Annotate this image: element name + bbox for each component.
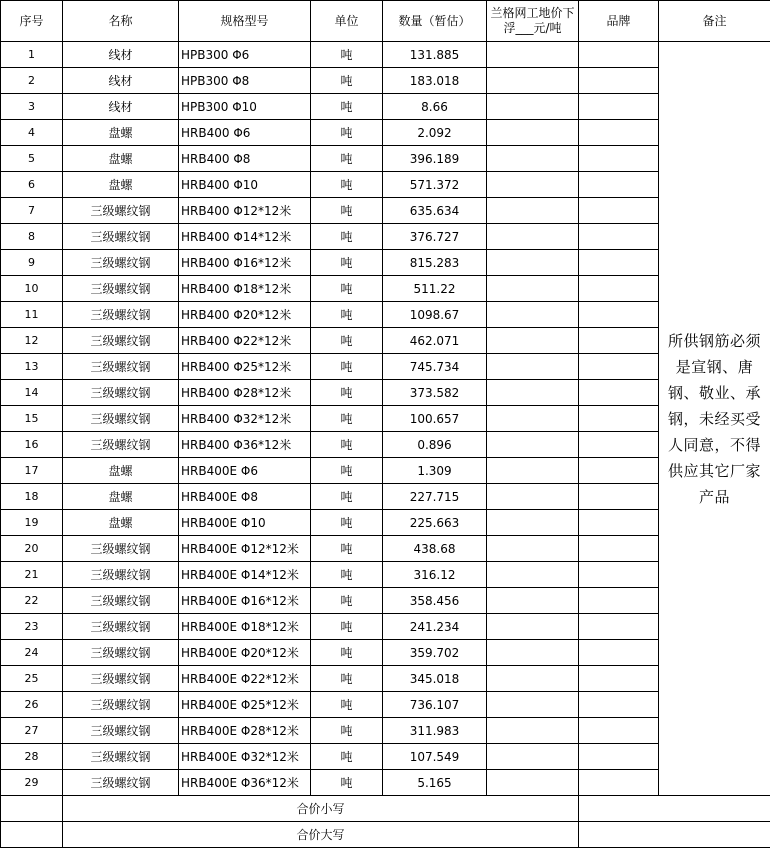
row-qty: 241.234 xyxy=(383,614,487,640)
row-index: 13 xyxy=(1,354,63,380)
row-index: 23 xyxy=(1,614,63,640)
total-upper-label: 合价大写 xyxy=(63,822,579,848)
row-qty: 8.66 xyxy=(383,94,487,120)
row-brand[interactable] xyxy=(579,224,659,250)
header-qty: 数量（暂估） xyxy=(383,1,487,42)
row-spec: HRB400 Φ10 xyxy=(179,172,311,198)
row-unit: 吨 xyxy=(311,614,383,640)
row-brand[interactable] xyxy=(579,68,659,94)
row-qty: 745.734 xyxy=(383,354,487,380)
row-unit: 吨 xyxy=(311,406,383,432)
row-index: 18 xyxy=(1,484,63,510)
row-qty: 345.018 xyxy=(383,666,487,692)
row-name: 三级螺纹钢 xyxy=(63,562,179,588)
row-price[interactable] xyxy=(487,42,579,68)
row-qty: 396.189 xyxy=(383,146,487,172)
row-name: 三级螺纹钢 xyxy=(63,406,179,432)
header-unit: 单位 xyxy=(311,1,383,42)
header-index: 序号 xyxy=(1,1,63,42)
row-spec: HRB400E Φ20*12米 xyxy=(179,640,311,666)
row-unit: 吨 xyxy=(311,692,383,718)
row-brand[interactable] xyxy=(579,458,659,484)
table-row xyxy=(1,354,770,380)
row-price[interactable] xyxy=(487,68,579,94)
row-qty: 571.372 xyxy=(383,172,487,198)
table-row xyxy=(1,250,770,276)
row-unit: 吨 xyxy=(311,562,383,588)
row-spec: HPB300 Φ6 xyxy=(179,42,311,68)
row-price[interactable] xyxy=(487,94,579,120)
row-price[interactable] xyxy=(487,406,579,432)
row-qty: 107.549 xyxy=(383,744,487,770)
row-name: 三级螺纹钢 xyxy=(63,666,179,692)
row-unit: 吨 xyxy=(311,640,383,666)
row-name: 线材 xyxy=(63,68,179,94)
row-index: 8 xyxy=(1,224,63,250)
row-brand[interactable] xyxy=(579,484,659,510)
table-row xyxy=(1,146,770,172)
row-name: 三级螺纹钢 xyxy=(63,640,179,666)
row-price[interactable] xyxy=(487,692,579,718)
row-price[interactable] xyxy=(487,276,579,302)
row-price[interactable] xyxy=(487,328,579,354)
row-brand[interactable] xyxy=(579,276,659,302)
row-qty: 1.309 xyxy=(383,458,487,484)
row-qty: 131.885 xyxy=(383,42,487,68)
row-brand[interactable] xyxy=(579,770,659,796)
row-index: 6 xyxy=(1,172,63,198)
row-price[interactable] xyxy=(487,536,579,562)
row-spec: HRB400E Φ32*12米 xyxy=(179,744,311,770)
row-qty: 0.896 xyxy=(383,432,487,458)
row-spec: HRB400E Φ8 xyxy=(179,484,311,510)
row-unit: 吨 xyxy=(311,770,383,796)
row-index: 28 xyxy=(1,744,63,770)
row-unit: 吨 xyxy=(311,42,383,68)
row-brand[interactable] xyxy=(579,302,659,328)
row-brand[interactable] xyxy=(579,42,659,68)
table-row xyxy=(1,432,770,458)
table-row xyxy=(1,744,770,770)
table-row xyxy=(1,68,770,94)
row-index: 12 xyxy=(1,328,63,354)
row-qty: 635.634 xyxy=(383,198,487,224)
row-brand[interactable] xyxy=(579,94,659,120)
row-unit: 吨 xyxy=(311,328,383,354)
row-spec: HRB400E Φ25*12米 xyxy=(179,692,311,718)
row-spec: HRB400 Φ32*12米 xyxy=(179,406,311,432)
table-row xyxy=(1,718,770,744)
row-brand[interactable] xyxy=(579,250,659,276)
row-name: 三级螺纹钢 xyxy=(63,276,179,302)
table-row xyxy=(1,562,770,588)
row-index: 21 xyxy=(1,562,63,588)
row-price[interactable] xyxy=(487,198,579,224)
row-qty: 100.657 xyxy=(383,406,487,432)
table-row xyxy=(1,666,770,692)
row-qty: 511.22 xyxy=(383,276,487,302)
note-cell: 所供钢筋必须是宣钢、唐钢、敬业、承钢，未经买受人同意，不得供应其它厂家产品 xyxy=(659,42,770,796)
row-price[interactable] xyxy=(487,146,579,172)
row-unit: 吨 xyxy=(311,68,383,94)
row-index: 2 xyxy=(1,68,63,94)
row-qty: 227.715 xyxy=(383,484,487,510)
row-index: 15 xyxy=(1,406,63,432)
row-spec: HRB400E Φ16*12米 xyxy=(179,588,311,614)
table-row xyxy=(1,588,770,614)
row-name: 盘螺 xyxy=(63,458,179,484)
table-body xyxy=(1,42,770,796)
row-price[interactable] xyxy=(487,640,579,666)
row-unit: 吨 xyxy=(311,380,383,406)
row-spec: HRB400E Φ12*12米 xyxy=(179,536,311,562)
row-brand[interactable] xyxy=(579,562,659,588)
row-index: 9 xyxy=(1,250,63,276)
row-unit: 吨 xyxy=(311,146,383,172)
row-brand[interactable] xyxy=(579,666,659,692)
row-spec: HPB300 Φ10 xyxy=(179,94,311,120)
footer-blank-cell xyxy=(1,796,63,822)
row-spec: HRB400 Φ12*12米 xyxy=(179,198,311,224)
row-index: 25 xyxy=(1,666,63,692)
row-brand[interactable] xyxy=(579,354,659,380)
row-index: 10 xyxy=(1,276,63,302)
row-spec: HRB400 Φ25*12米 xyxy=(179,354,311,380)
row-qty: 373.582 xyxy=(383,380,487,406)
row-price[interactable] xyxy=(487,614,579,640)
row-qty: 359.702 xyxy=(383,640,487,666)
row-qty: 815.283 xyxy=(383,250,487,276)
row-qty: 5.165 xyxy=(383,770,487,796)
header-price: 兰格网工地价下浮___元/吨 xyxy=(487,1,579,42)
row-name: 三级螺纹钢 xyxy=(63,354,179,380)
row-brand[interactable] xyxy=(579,614,659,640)
row-unit: 吨 xyxy=(311,94,383,120)
row-index: 11 xyxy=(1,302,63,328)
row-unit: 吨 xyxy=(311,588,383,614)
row-index: 7 xyxy=(1,198,63,224)
row-brand[interactable] xyxy=(579,146,659,172)
row-spec: HRB400 Φ28*12米 xyxy=(179,380,311,406)
row-name: 盘螺 xyxy=(63,172,179,198)
row-spec: HRB400 Φ36*12米 xyxy=(179,432,311,458)
row-brand[interactable] xyxy=(579,328,659,354)
row-index: 1 xyxy=(1,42,63,68)
row-spec: HRB400E Φ6 xyxy=(179,458,311,484)
row-name: 盘螺 xyxy=(63,146,179,172)
row-index: 14 xyxy=(1,380,63,406)
row-index: 3 xyxy=(1,94,63,120)
table-row xyxy=(1,640,770,666)
row-index: 19 xyxy=(1,510,63,536)
total-upper-row xyxy=(1,822,770,848)
table-row xyxy=(1,198,770,224)
row-qty: 358.456 xyxy=(383,588,487,614)
row-unit: 吨 xyxy=(311,172,383,198)
table-row xyxy=(1,614,770,640)
row-price[interactable] xyxy=(487,718,579,744)
row-brand[interactable] xyxy=(579,536,659,562)
row-qty: 1098.67 xyxy=(383,302,487,328)
row-index: 27 xyxy=(1,718,63,744)
row-price[interactable] xyxy=(487,770,579,796)
table-row xyxy=(1,276,770,302)
table-row xyxy=(1,510,770,536)
row-index: 4 xyxy=(1,120,63,146)
row-spec: HRB400E Φ22*12米 xyxy=(179,666,311,692)
row-unit: 吨 xyxy=(311,224,383,250)
table-row xyxy=(1,380,770,406)
row-spec: HRB400E Φ18*12米 xyxy=(179,614,311,640)
header-note: 备注 xyxy=(659,1,770,42)
row-brand[interactable] xyxy=(579,718,659,744)
table-row xyxy=(1,120,770,146)
row-name: 线材 xyxy=(63,42,179,68)
row-spec: HRB400 Φ18*12米 xyxy=(179,276,311,302)
row-price[interactable] xyxy=(487,120,579,146)
row-name: 三级螺纹钢 xyxy=(63,692,179,718)
row-spec: HRB400E Φ14*12米 xyxy=(179,562,311,588)
row-spec: HRB400E Φ10 xyxy=(179,510,311,536)
row-brand[interactable] xyxy=(579,510,659,536)
header-spec: 规格型号 xyxy=(179,1,311,42)
row-unit: 吨 xyxy=(311,276,383,302)
row-index: 29 xyxy=(1,770,63,796)
row-unit: 吨 xyxy=(311,744,383,770)
table-row xyxy=(1,224,770,250)
row-unit: 吨 xyxy=(311,354,383,380)
table-row xyxy=(1,770,770,796)
row-spec: HRB400 Φ6 xyxy=(179,120,311,146)
row-unit: 吨 xyxy=(311,198,383,224)
table-row xyxy=(1,172,770,198)
row-name: 三级螺纹钢 xyxy=(63,536,179,562)
row-qty: 462.071 xyxy=(383,328,487,354)
row-brand[interactable] xyxy=(579,172,659,198)
header-row xyxy=(1,1,770,42)
row-name: 三级螺纹钢 xyxy=(63,718,179,744)
row-qty: 311.983 xyxy=(383,718,487,744)
row-unit: 吨 xyxy=(311,250,383,276)
table-row xyxy=(1,328,770,354)
row-unit: 吨 xyxy=(311,666,383,692)
row-price[interactable] xyxy=(487,484,579,510)
row-name: 三级螺纹钢 xyxy=(63,328,179,354)
row-index: 5 xyxy=(1,146,63,172)
row-spec: HRB400E Φ36*12米 xyxy=(179,770,311,796)
row-qty: 225.663 xyxy=(383,510,487,536)
row-price[interactable] xyxy=(487,510,579,536)
row-price[interactable] xyxy=(487,432,579,458)
row-index: 16 xyxy=(1,432,63,458)
row-price[interactable] xyxy=(487,744,579,770)
table-row xyxy=(1,42,770,68)
row-index: 17 xyxy=(1,458,63,484)
header-name: 名称 xyxy=(63,1,179,42)
row-unit: 吨 xyxy=(311,302,383,328)
row-price[interactable] xyxy=(487,224,579,250)
table-row xyxy=(1,406,770,432)
footer-blank-cell xyxy=(1,822,63,848)
row-brand[interactable] xyxy=(579,120,659,146)
row-price[interactable] xyxy=(487,302,579,328)
row-unit: 吨 xyxy=(311,458,383,484)
row-brand[interactable] xyxy=(579,380,659,406)
row-index: 26 xyxy=(1,692,63,718)
row-brand[interactable] xyxy=(579,744,659,770)
row-price[interactable] xyxy=(487,172,579,198)
row-spec: HRB400 Φ14*12米 xyxy=(179,224,311,250)
table-row xyxy=(1,692,770,718)
row-unit: 吨 xyxy=(311,120,383,146)
row-spec: HPB300 Φ8 xyxy=(179,68,311,94)
row-name: 三级螺纹钢 xyxy=(63,614,179,640)
row-name: 三级螺纹钢 xyxy=(63,588,179,614)
row-brand[interactable] xyxy=(579,198,659,224)
row-spec: HRB400 Φ20*12米 xyxy=(179,302,311,328)
row-unit: 吨 xyxy=(311,432,383,458)
row-unit: 吨 xyxy=(311,484,383,510)
row-qty: 736.107 xyxy=(383,692,487,718)
row-name: 三级螺纹钢 xyxy=(63,744,179,770)
row-price[interactable] xyxy=(487,666,579,692)
row-name: 三级螺纹钢 xyxy=(63,250,179,276)
row-qty: 438.68 xyxy=(383,536,487,562)
row-name: 盘螺 xyxy=(63,510,179,536)
row-name: 三级螺纹钢 xyxy=(63,224,179,250)
row-brand[interactable] xyxy=(579,588,659,614)
row-name: 三级螺纹钢 xyxy=(63,302,179,328)
row-qty: 183.018 xyxy=(383,68,487,94)
row-brand[interactable] xyxy=(579,640,659,666)
row-price[interactable] xyxy=(487,458,579,484)
row-name: 三级螺纹钢 xyxy=(63,198,179,224)
row-qty: 376.727 xyxy=(383,224,487,250)
row-spec: HRB400E Φ28*12米 xyxy=(179,718,311,744)
row-brand[interactable] xyxy=(579,692,659,718)
row-name: 三级螺纹钢 xyxy=(63,380,179,406)
total-lower-value[interactable] xyxy=(579,796,770,822)
row-qty: 2.092 xyxy=(383,120,487,146)
row-index: 22 xyxy=(1,588,63,614)
row-spec: HRB400 Φ8 xyxy=(179,146,311,172)
row-price[interactable] xyxy=(487,588,579,614)
table-row xyxy=(1,484,770,510)
total-lower-label: 合价小写 xyxy=(63,796,579,822)
table-row xyxy=(1,302,770,328)
row-name: 盘螺 xyxy=(63,484,179,510)
row-unit: 吨 xyxy=(311,536,383,562)
header-brand: 品牌 xyxy=(579,1,659,42)
row-index: 20 xyxy=(1,536,63,562)
row-unit: 吨 xyxy=(311,510,383,536)
row-name: 线材 xyxy=(63,94,179,120)
total-upper-value[interactable] xyxy=(579,822,770,848)
row-price[interactable] xyxy=(487,250,579,276)
table-row xyxy=(1,536,770,562)
row-spec: HRB400 Φ22*12米 xyxy=(179,328,311,354)
row-name: 盘螺 xyxy=(63,120,179,146)
row-unit: 吨 xyxy=(311,718,383,744)
row-qty: 316.12 xyxy=(383,562,487,588)
row-price[interactable] xyxy=(487,562,579,588)
row-brand[interactable] xyxy=(579,432,659,458)
row-index: 24 xyxy=(1,640,63,666)
row-brand[interactable] xyxy=(579,406,659,432)
row-spec: HRB400 Φ16*12米 xyxy=(179,250,311,276)
row-name: 三级螺纹钢 xyxy=(63,770,179,796)
row-name: 三级螺纹钢 xyxy=(63,432,179,458)
row-price[interactable] xyxy=(487,354,579,380)
row-price[interactable] xyxy=(487,380,579,406)
table-row xyxy=(1,94,770,120)
table-row xyxy=(1,458,770,484)
total-lower-row xyxy=(1,796,770,822)
